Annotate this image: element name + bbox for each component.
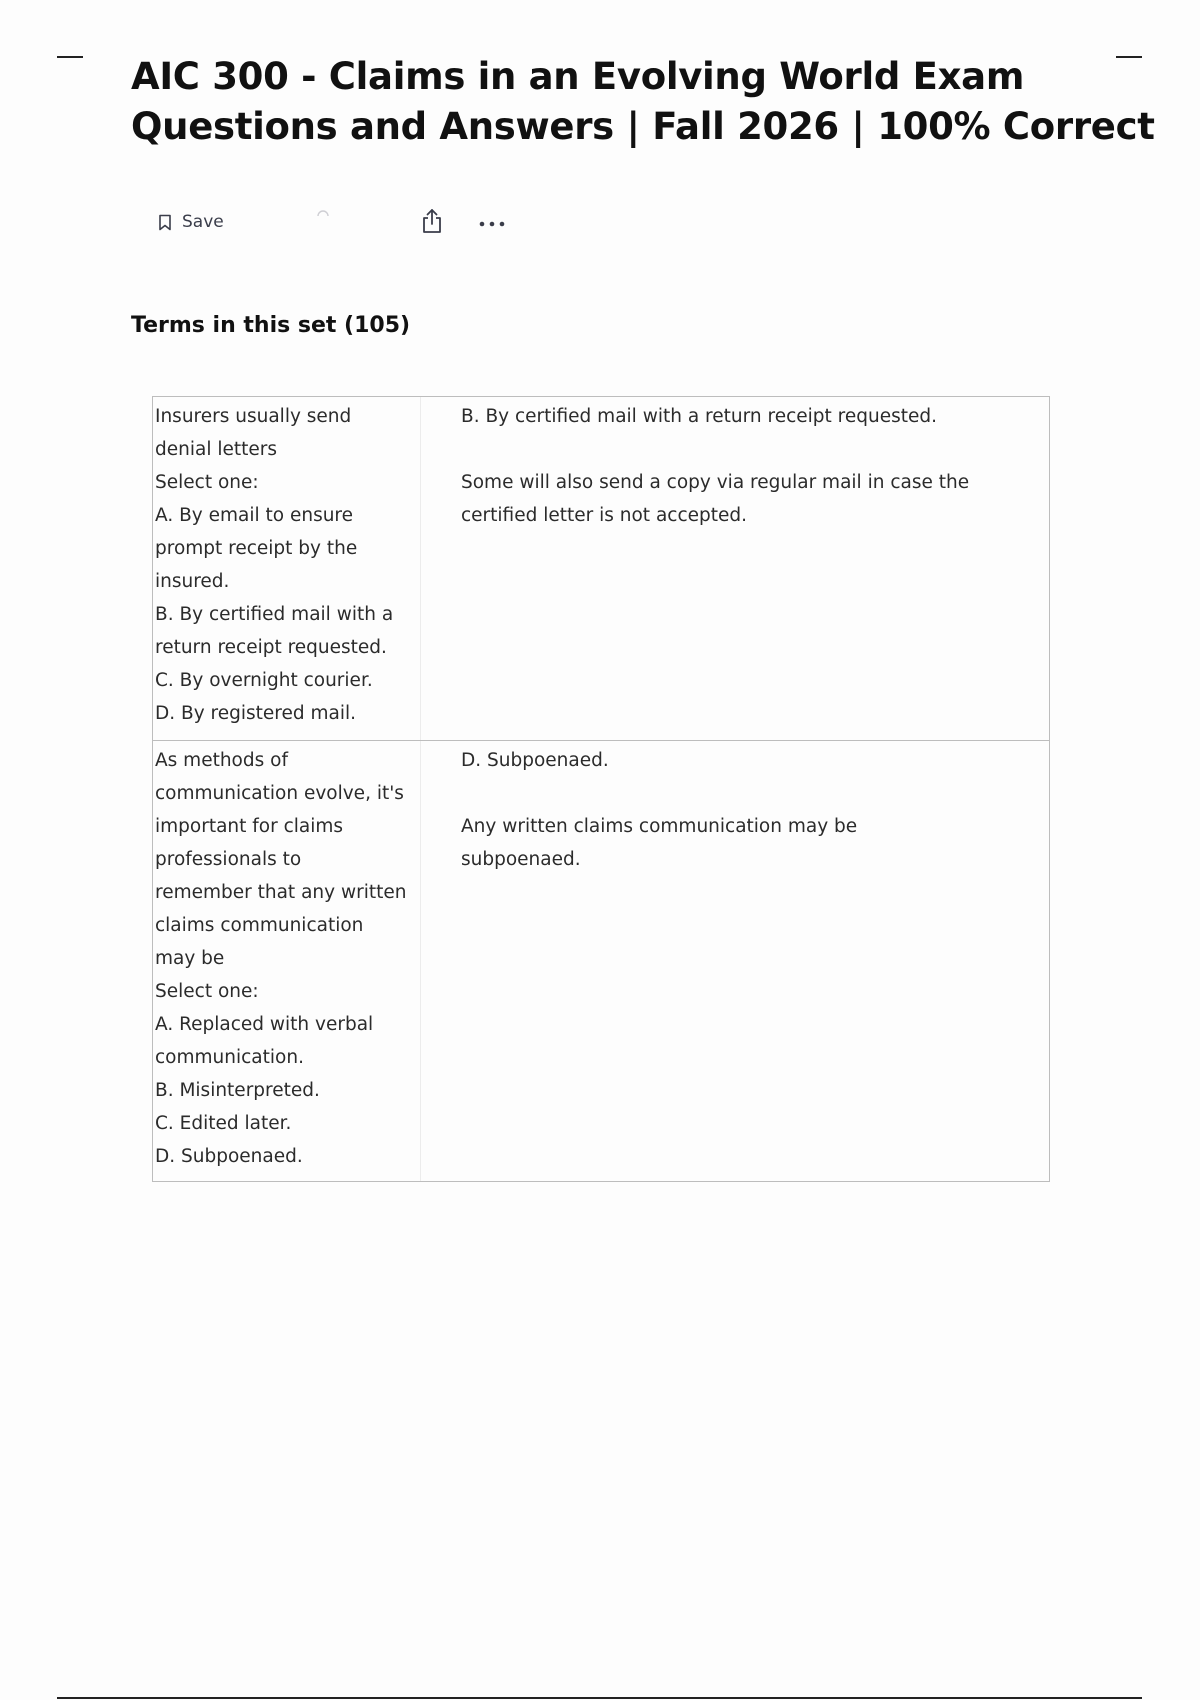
- question-line: Insurers usually send: [155, 406, 352, 427]
- question-line: insured.: [155, 571, 230, 592]
- question-line: B. By certified mail with a: [155, 604, 394, 625]
- answer-spacer: [461, 433, 1029, 466]
- more-icon: [479, 215, 505, 230]
- question-line: may be: [155, 948, 225, 969]
- question-line: important for claims: [155, 816, 344, 837]
- save-label: Save: [182, 212, 224, 232]
- question-line: C. Edited later.: [155, 1113, 292, 1134]
- term-answer: [421, 741, 1049, 1181]
- question-line: professionals to: [155, 849, 302, 870]
- terms-table: [152, 396, 1050, 1182]
- term-answer: [421, 397, 1049, 740]
- loading-spinner-icon: [316, 208, 330, 222]
- question-line: denial letters: [155, 439, 278, 460]
- term-row: [153, 741, 1049, 1181]
- page-title: [131, 52, 1155, 152]
- answer-line: Some will also send a copy via regular mail in case the: [461, 472, 970, 493]
- question-line: D. By registered mail.: [155, 703, 356, 724]
- term-question: [153, 397, 421, 740]
- answer-spacer: [461, 777, 1029, 810]
- answer-line: D. Subpoenaed.: [461, 750, 609, 771]
- question-line: communication evolve, it's: [155, 783, 404, 804]
- question-line: communication.: [155, 1047, 304, 1068]
- title-line-2: Questions and Answers | Fall 2026 | 100% Correct: [131, 105, 1155, 148]
- more-options-button[interactable]: [472, 204, 512, 240]
- question-line: Select one:: [155, 472, 259, 493]
- terms-heading: Terms in this set (105): [131, 313, 411, 338]
- corner-mark-right: [1116, 56, 1142, 58]
- share-button[interactable]: [414, 204, 450, 240]
- question-line: A. Replaced with verbal: [155, 1014, 374, 1035]
- question-line: remember that any written: [155, 882, 407, 903]
- question-line: B. Misinterpreted.: [155, 1080, 320, 1101]
- answer-line: Any written claims communication may be: [461, 816, 858, 837]
- question-line: A. By email to ensure: [155, 505, 354, 526]
- question-line: return receipt requested.: [155, 637, 387, 658]
- title-line-1: AIC 300 - Claims in an Evolving World Exam: [131, 55, 1025, 98]
- corner-mark-left: [57, 56, 83, 58]
- share-icon: [421, 208, 443, 237]
- bookmark-icon: [158, 214, 172, 231]
- question-line: Select one:: [155, 981, 259, 1002]
- question-line: prompt receipt by the: [155, 538, 358, 559]
- term-question: [153, 741, 421, 1181]
- term-row: [153, 397, 1049, 741]
- question-line: As methods of: [155, 750, 288, 771]
- question-line: D. Subpoenaed.: [155, 1146, 303, 1167]
- answer-line: subpoenaed.: [461, 849, 581, 870]
- save-button[interactable]: [152, 204, 230, 240]
- toolbar: [152, 204, 532, 240]
- question-line: claims communication: [155, 915, 364, 936]
- footer-rule: [57, 1697, 1142, 1699]
- answer-line: certified letter is not accepted.: [461, 505, 748, 526]
- question-line: C. By overnight courier.: [155, 670, 373, 691]
- answer-line: B. By certified mail with a return receipt requested.: [461, 406, 937, 427]
